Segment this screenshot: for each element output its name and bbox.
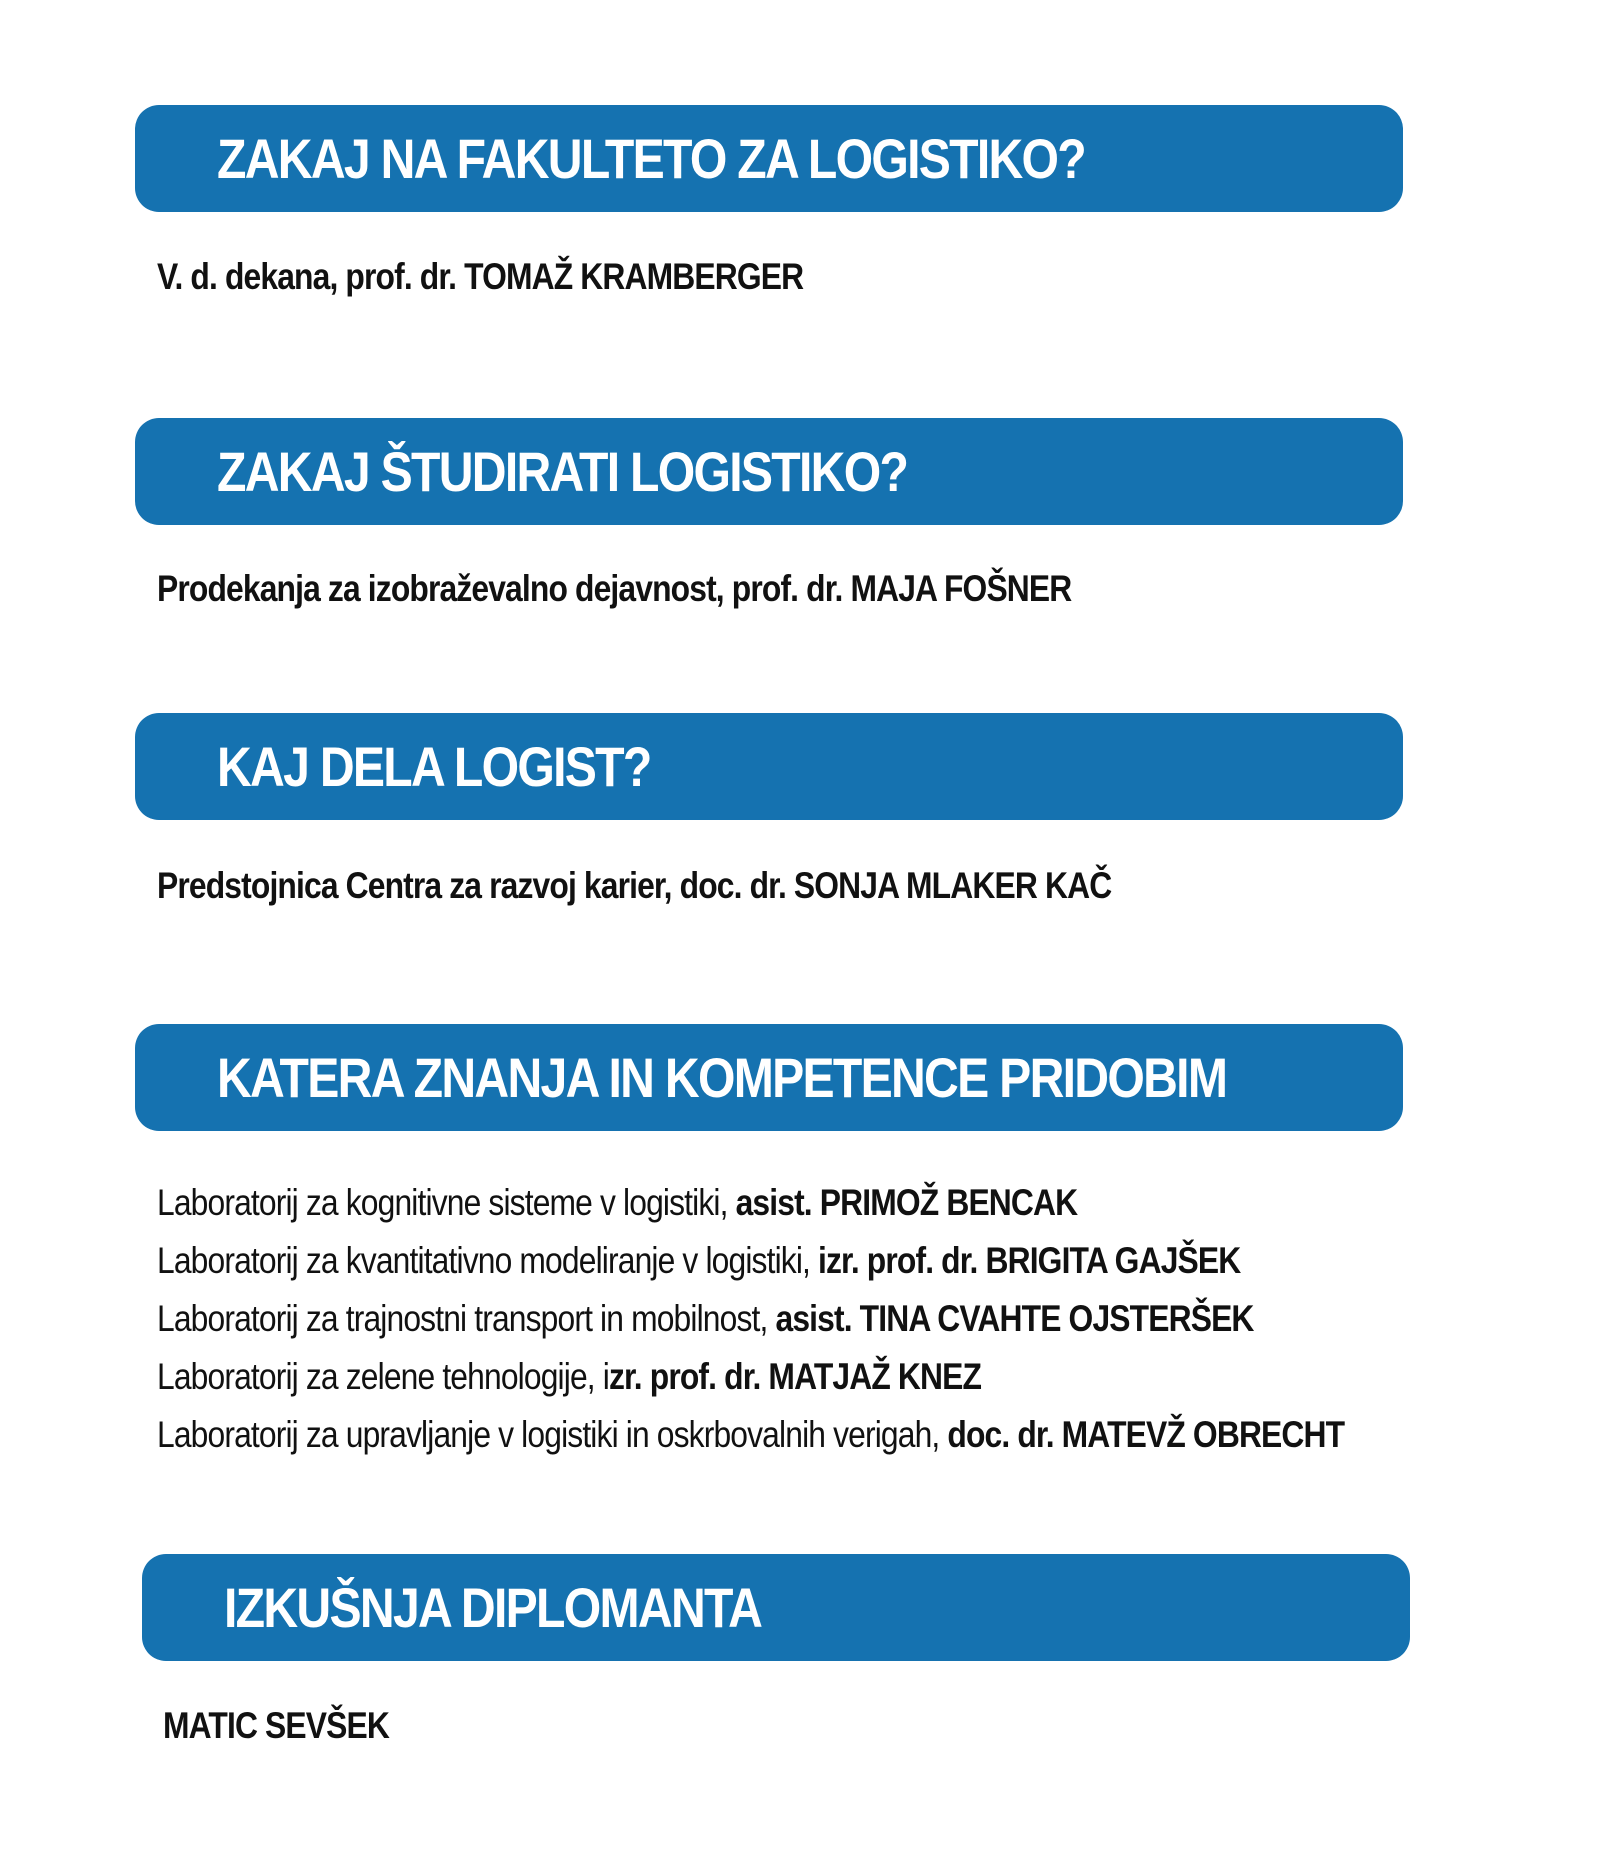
- speaker-text: V. d. dekana, prof. dr. TOMAŽ KRAMBERGER: [157, 256, 804, 297]
- speaker-career-center: [157, 865, 1267, 907]
- lab-person: zr. prof. dr. MATJAŽ KNEZ: [608, 1356, 982, 1397]
- section-heading-graduate-experience: [142, 1554, 1410, 1661]
- speaker-text: MATIC SEVŠEK: [163, 1705, 390, 1746]
- laboratory-list: [157, 1174, 1557, 1464]
- lab-person: izr. prof. dr. BRIGITA GAJŠEK: [818, 1240, 1241, 1281]
- section-heading-text: KATERA ZNANJA IN KOMPETENCE PRIDOBIM: [217, 1046, 1227, 1109]
- section-heading-text: IZKUŠNJA DIPLOMANTA: [224, 1576, 762, 1639]
- lab-name: Laboratorij za kognitivne sisteme v logistiki,: [157, 1182, 736, 1223]
- speaker-text: Prodekanja za izobraževalno dejavnost, prof. dr. MAJA FOŠNER: [157, 568, 1072, 609]
- speaker-text: Predstojnica Centra za razvoj karier, doc. dr. SONJA MLAKER KAČ: [157, 865, 1112, 906]
- list-item: [157, 1174, 1557, 1232]
- lab-person: doc. dr. MATEVŽ OBRECHT: [947, 1414, 1345, 1455]
- lab-person: asist. PRIMOŽ BENCAK: [735, 1182, 1078, 1223]
- section-heading-competences: [135, 1024, 1403, 1131]
- speaker-dean: [157, 256, 909, 298]
- section-heading-what-logist-does: [135, 713, 1403, 820]
- speaker-vice-dean: [157, 568, 1220, 610]
- section-heading-text: ZAKAJ ŠTUDIRATI LOGISTIKO?: [217, 440, 908, 503]
- section-heading-text: ZAKAJ NA FAKULTETO ZA LOGISTIKO?: [217, 127, 1085, 190]
- speaker-graduate: [163, 1705, 426, 1747]
- section-heading-why-study: [135, 418, 1403, 525]
- lab-person: asist. TINA CVAHTE OJSTERŠEK: [775, 1298, 1254, 1339]
- section-heading-text: KAJ DELA LOGIST?: [217, 735, 651, 798]
- list-item: [157, 1290, 1557, 1348]
- lab-name: Laboratorij za zelene tehnologije, i: [157, 1356, 609, 1397]
- list-item: [157, 1232, 1557, 1290]
- section-heading-faculty: [135, 105, 1403, 212]
- lab-name: Laboratorij za trajnostni transport in mobilnost,: [157, 1298, 776, 1339]
- list-item: [157, 1348, 1557, 1406]
- lab-name: Laboratorij za upravljanje v logistiki in oskrbovalnih verigah,: [157, 1414, 948, 1455]
- list-item: [157, 1406, 1557, 1464]
- lab-name: Laboratorij za kvantitativno modeliranje v logistiki,: [157, 1240, 819, 1281]
